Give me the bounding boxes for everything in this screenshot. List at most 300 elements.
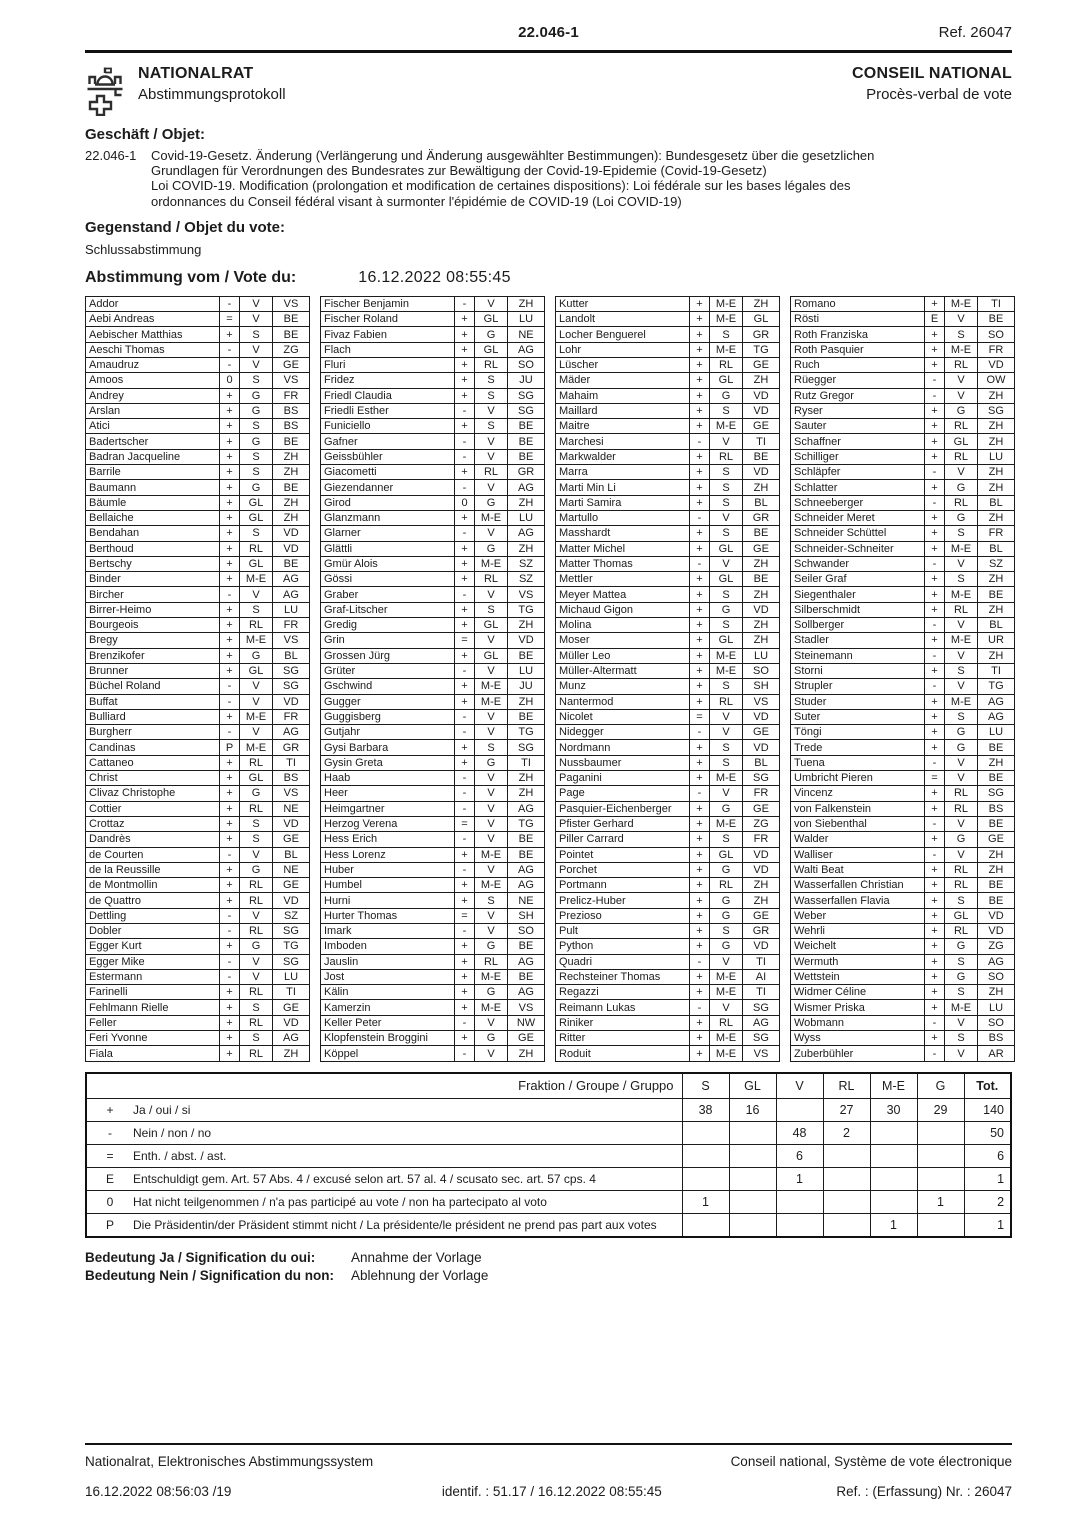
member-name: Schneider Meret <box>791 510 925 525</box>
member-vote: + <box>690 740 710 755</box>
member-name: Mahaim <box>556 388 690 403</box>
member-fraction: S <box>475 373 508 388</box>
member-row <box>556 434 780 449</box>
member-canton: LU <box>743 648 780 663</box>
member-row <box>556 969 780 984</box>
business-text <box>151 148 874 209</box>
member-name: Ruch <box>791 358 925 373</box>
member-fraction: G <box>710 908 743 923</box>
summary-fraction-value: 29 <box>917 1099 964 1122</box>
member-vote: + <box>690 495 710 510</box>
member-name: Siegenthaler <box>791 587 925 602</box>
member-canton: GE <box>743 908 780 923</box>
member-row <box>86 954 310 969</box>
member-row <box>556 725 780 740</box>
member-row <box>321 556 545 571</box>
member-vote: - <box>455 801 475 816</box>
member-fraction: S <box>945 709 978 724</box>
member-fraction: G <box>475 755 508 770</box>
member-vote: - <box>220 954 240 969</box>
member-name: Portmann <box>556 878 690 893</box>
member-vote: - <box>220 908 240 923</box>
member-canton: ZH <box>743 893 780 908</box>
member-name: Lohr <box>556 342 690 357</box>
member-name: Heimgartner <box>321 801 455 816</box>
member-row <box>791 342 1015 357</box>
member-fraction: S <box>710 403 743 418</box>
member-canton: VD <box>743 602 780 617</box>
member-fraction: M-E <box>710 296 743 311</box>
member-vote: - <box>925 556 945 571</box>
fraction-column-header: G <box>917 1073 964 1099</box>
member-fraction: V <box>475 633 508 648</box>
member-row <box>321 526 545 541</box>
business-number-header: 22.046-1 <box>518 24 579 41</box>
member-fraction: V <box>475 725 508 740</box>
member-fraction: M-E <box>710 312 743 327</box>
summary-fraction-value: 1 <box>776 1168 823 1191</box>
member-row <box>556 403 780 418</box>
fraction-column-header: GL <box>729 1073 776 1099</box>
member-name: Geissbühler <box>321 449 455 464</box>
member-vote: + <box>220 771 240 786</box>
summary-fraction-value <box>870 1168 917 1191</box>
member-name: de la Reussille <box>86 862 220 877</box>
member-name: Porchet <box>556 862 690 877</box>
member-row <box>321 419 545 434</box>
member-name: Romano <box>791 296 925 311</box>
member-row <box>556 878 780 893</box>
member-row <box>791 403 1015 418</box>
member-fraction: RL <box>475 954 508 969</box>
member-canton: SG <box>273 679 310 694</box>
member-canton: SO <box>508 923 545 938</box>
member-canton: VD <box>273 1015 310 1030</box>
member-row <box>791 312 1015 327</box>
member-fraction: V <box>710 556 743 571</box>
member-name: Nicolet <box>556 709 690 724</box>
member-vote: + <box>925 985 945 1000</box>
member-fraction: S <box>240 1031 273 1046</box>
member-row <box>86 862 310 877</box>
member-canton: TG <box>978 679 1015 694</box>
member-name: Schlatter <box>791 480 925 495</box>
member-vote: + <box>925 510 945 525</box>
member-row <box>556 786 780 801</box>
member-canton: AG <box>508 801 545 816</box>
member-canton: BE <box>978 893 1015 908</box>
member-row <box>321 465 545 480</box>
member-fraction: S <box>710 679 743 694</box>
member-fraction: RL <box>240 923 273 938</box>
member-fraction: S <box>945 526 978 541</box>
member-fraction: RL <box>945 862 978 877</box>
member-fraction: G <box>945 510 978 525</box>
masthead-left <box>85 64 286 116</box>
member-vote: + <box>455 969 475 984</box>
member-canton: ZH <box>978 434 1015 449</box>
page-footer <box>85 1443 1012 1499</box>
member-canton: BE <box>743 572 780 587</box>
member-row <box>321 679 545 694</box>
member-row <box>86 480 310 495</box>
member-row <box>86 694 310 709</box>
member-name: Stadler <box>791 633 925 648</box>
member-fraction: M-E <box>475 510 508 525</box>
member-name: Wobmann <box>791 1015 925 1030</box>
member-fraction: G <box>475 985 508 1000</box>
member-fraction: S <box>240 419 273 434</box>
member-row <box>86 771 310 786</box>
member-vote: + <box>925 403 945 418</box>
member-fraction: RL <box>240 893 273 908</box>
member-name: Studer <box>791 694 925 709</box>
member-fraction: M-E <box>945 587 978 602</box>
member-fraction: G <box>710 939 743 954</box>
member-row <box>556 312 780 327</box>
member-vote: + <box>455 847 475 862</box>
member-name: Strupler <box>791 679 925 694</box>
member-name: Andrey <box>86 388 220 403</box>
member-canton: LU <box>273 602 310 617</box>
member-fraction: S <box>710 587 743 602</box>
member-row <box>556 755 780 770</box>
member-vote: + <box>220 480 240 495</box>
member-name: Walti Beat <box>791 862 925 877</box>
member-row <box>556 663 780 678</box>
member-canton: SG <box>273 923 310 938</box>
member-fraction: S <box>710 618 743 633</box>
member-canton: SO <box>508 358 545 373</box>
member-name: Humbel <box>321 878 455 893</box>
member-vote: + <box>455 939 475 954</box>
member-vote: + <box>690 465 710 480</box>
member-fraction: S <box>475 893 508 908</box>
member-fraction: V <box>240 954 273 969</box>
member-name: Crottaz <box>86 816 220 831</box>
member-fraction: V <box>240 679 273 694</box>
member-row <box>321 1015 545 1030</box>
member-name: Graber <box>321 587 455 602</box>
member-fraction: V <box>710 709 743 724</box>
summary-fraction-value <box>917 1168 964 1191</box>
member-fraction: RL <box>710 878 743 893</box>
member-fraction: V <box>475 663 508 678</box>
member-name: Roth Pasquier <box>791 342 925 357</box>
member-row <box>86 388 310 403</box>
member-row <box>86 434 310 449</box>
member-canton: BS <box>273 403 310 418</box>
member-name: Umbricht Pieren <box>791 771 925 786</box>
summary-fraction-value <box>729 1122 776 1145</box>
member-canton: BS <box>978 801 1015 816</box>
member-row <box>321 801 545 816</box>
member-fraction: RL <box>945 358 978 373</box>
member-fraction: S <box>945 893 978 908</box>
member-canton: BE <box>508 832 545 847</box>
member-name: Zuberbühler <box>791 1046 925 1061</box>
member-row <box>86 358 310 373</box>
member-vote: + <box>220 878 240 893</box>
member-name: Fischer Benjamin <box>321 296 455 311</box>
member-vote: + <box>925 878 945 893</box>
member-vote: - <box>455 480 475 495</box>
member-vote: + <box>220 465 240 480</box>
member-canton: BE <box>508 939 545 954</box>
member-canton: ZH <box>978 985 1015 1000</box>
summary-row-symbol: 0 <box>106 1195 114 1210</box>
member-fraction: V <box>945 1046 978 1061</box>
summary-row <box>86 1214 1011 1237</box>
member-vote: - <box>455 1046 475 1061</box>
member-canton: BE <box>978 878 1015 893</box>
member-name: Silberschmidt <box>791 602 925 617</box>
member-row <box>86 801 310 816</box>
member-canton: VD <box>508 633 545 648</box>
member-name: Wehrli <box>791 923 925 938</box>
member-fraction: V <box>240 358 273 373</box>
member-fraction: S <box>240 832 273 847</box>
member-row <box>321 449 545 464</box>
member-row <box>86 327 310 342</box>
member-canton: AI <box>743 969 780 984</box>
member-row <box>86 602 310 617</box>
member-canton: BS <box>273 419 310 434</box>
member-row <box>791 510 1015 525</box>
member-row <box>791 480 1015 495</box>
footer-right <box>731 1454 1012 1499</box>
member-name: Pfister Gerhard <box>556 816 690 831</box>
member-fraction: V <box>240 587 273 602</box>
member-fraction: G <box>475 495 508 510</box>
member-canton: ZH <box>743 618 780 633</box>
member-canton: ZH <box>508 786 545 801</box>
member-canton: AG <box>273 725 310 740</box>
member-name: Pointet <box>556 847 690 862</box>
member-vote: + <box>220 801 240 816</box>
member-canton: LU <box>508 312 545 327</box>
member-name: Schilliger <box>791 449 925 464</box>
member-vote: - <box>925 847 945 862</box>
footer-ref-number: Ref. : (Erfassung) Nr. : 26047 <box>836 1484 1012 1499</box>
member-row <box>556 342 780 357</box>
member-fraction: V <box>475 771 508 786</box>
member-name: Schneider Schüttel <box>791 526 925 541</box>
member-vote: + <box>690 663 710 678</box>
member-row <box>321 878 545 893</box>
member-canton: BE <box>978 740 1015 755</box>
member-name: Heer <box>321 786 455 801</box>
member-vote: + <box>220 985 240 1000</box>
member-row <box>321 602 545 617</box>
member-fraction: RL <box>240 541 273 556</box>
member-canton: SO <box>978 969 1015 984</box>
member-name: Buffat <box>86 694 220 709</box>
member-fraction: V <box>475 1015 508 1030</box>
member-fraction: RL <box>240 618 273 633</box>
member-row <box>86 1000 310 1015</box>
member-canton: ZH <box>508 694 545 709</box>
member-name: Kälin <box>321 985 455 1000</box>
member-vote: + <box>220 939 240 954</box>
member-row <box>321 740 545 755</box>
summary-fraction-value <box>682 1168 729 1191</box>
summary-fraction-value <box>776 1214 823 1237</box>
member-canton: VD <box>743 847 780 862</box>
member-vote: - <box>925 648 945 663</box>
member-row <box>791 725 1015 740</box>
member-vote: + <box>220 816 240 831</box>
member-vote: + <box>220 602 240 617</box>
member-fraction: S <box>710 923 743 938</box>
member-canton: BL <box>273 648 310 663</box>
members-table-col1 <box>85 296 310 1062</box>
member-row <box>321 893 545 908</box>
member-row <box>321 725 545 740</box>
member-canton: GE <box>978 832 1015 847</box>
member-row <box>321 663 545 678</box>
summary-fraction-value <box>729 1168 776 1191</box>
meaning-yes-value: Annahme der Vorlage <box>351 1249 482 1265</box>
member-canton: GL <box>743 312 780 327</box>
member-name: Fischer Roland <box>321 312 455 327</box>
member-canton: TI <box>743 985 780 1000</box>
member-row <box>321 618 545 633</box>
member-name: Addor <box>86 296 220 311</box>
members-table-col2 <box>320 296 545 1062</box>
member-name: Storni <box>791 663 925 678</box>
member-vote: + <box>690 618 710 633</box>
member-canton: GR <box>743 510 780 525</box>
member-fraction: G <box>945 939 978 954</box>
member-name: Piller Carrard <box>556 832 690 847</box>
member-row <box>791 572 1015 587</box>
member-fraction: G <box>710 862 743 877</box>
member-vote: - <box>220 679 240 694</box>
member-name: Fehlmann Rielle <box>86 1000 220 1015</box>
member-row <box>86 740 310 755</box>
summary-fraction-value: 6 <box>776 1145 823 1168</box>
member-canton: SG <box>508 740 545 755</box>
member-fraction: V <box>945 771 978 786</box>
member-fraction: M-E <box>475 969 508 984</box>
member-vote: + <box>455 465 475 480</box>
member-name: von Falkenstein <box>791 801 925 816</box>
summary-fraction-value <box>729 1214 776 1237</box>
member-name: Prezioso <box>556 908 690 923</box>
member-row <box>791 755 1015 770</box>
member-row <box>791 969 1015 984</box>
member-name: Regazzi <box>556 985 690 1000</box>
member-fraction: S <box>710 755 743 770</box>
summary-fraction-value: 16 <box>729 1099 776 1122</box>
member-vote: = <box>925 771 945 786</box>
member-vote: - <box>220 694 240 709</box>
member-row <box>321 312 545 327</box>
member-name: Glanzmann <box>321 510 455 525</box>
member-row <box>86 449 310 464</box>
member-canton: TI <box>743 954 780 969</box>
member-name: Roth Franziska <box>791 327 925 342</box>
member-name: Nussbaumer <box>556 755 690 770</box>
member-row <box>86 465 310 480</box>
top-reference-row <box>85 24 1012 41</box>
member-canton: TI <box>273 985 310 1000</box>
member-name: Sollberger <box>791 618 925 633</box>
member-canton: BE <box>508 648 545 663</box>
member-vote: + <box>690 832 710 847</box>
member-row <box>321 633 545 648</box>
member-row <box>321 923 545 938</box>
member-canton: BE <box>978 587 1015 602</box>
summary-fraction-value <box>776 1099 823 1122</box>
member-fraction: V <box>240 342 273 357</box>
member-row <box>321 403 545 418</box>
member-canton: LU <box>978 725 1015 740</box>
member-row <box>791 908 1015 923</box>
member-canton: ZH <box>743 633 780 648</box>
member-fraction: M-E <box>240 633 273 648</box>
member-name: Matter Thomas <box>556 556 690 571</box>
member-name: Pult <box>556 923 690 938</box>
member-canton: ZH <box>508 495 545 510</box>
member-row <box>321 358 545 373</box>
member-fraction: M-E <box>945 296 978 311</box>
member-name: Locher Benguerel <box>556 327 690 342</box>
member-fraction: M-E <box>240 709 273 724</box>
member-row <box>86 893 310 908</box>
member-fraction: M-E <box>710 1031 743 1046</box>
member-fraction: S <box>475 388 508 403</box>
member-row <box>86 495 310 510</box>
member-name: Prelicz-Huber <box>556 893 690 908</box>
member-fraction: GL <box>240 556 273 571</box>
member-fraction: V <box>475 296 508 311</box>
member-row <box>321 572 545 587</box>
member-vote: + <box>925 526 945 541</box>
member-vote: + <box>220 832 240 847</box>
member-fraction: V <box>475 862 508 877</box>
meaning-no-value: Ablehnung der Vorlage <box>351 1268 489 1284</box>
member-fraction: M-E <box>475 679 508 694</box>
summary-fraction-value <box>823 1145 870 1168</box>
member-name: Rüegger <box>791 373 925 388</box>
member-name: Meyer Mattea <box>556 587 690 602</box>
member-canton: ZH <box>978 847 1015 862</box>
member-canton: FR <box>273 618 310 633</box>
business-text-line1: Covid-19-Gesetz. Änderung (Verlängerung und Änderung ausgewählter Bestimmungen): Bundesgesetz über die gesetzlichen <box>151 148 875 163</box>
member-canton: TI <box>743 434 780 449</box>
member-fraction: G <box>240 786 273 801</box>
member-row <box>791 771 1015 786</box>
member-canton: ZH <box>978 465 1015 480</box>
member-row <box>86 755 310 770</box>
header-rule <box>85 50 1012 53</box>
member-name: Gysin Greta <box>321 755 455 770</box>
member-canton: AG <box>273 572 310 587</box>
member-fraction: GL <box>945 908 978 923</box>
member-vote: + <box>220 526 240 541</box>
member-vote: + <box>455 694 475 709</box>
member-canton: BE <box>743 449 780 464</box>
member-canton: ZH <box>743 587 780 602</box>
member-name: Gmür Alois <box>321 556 455 571</box>
summary-fraction-value <box>870 1122 917 1145</box>
member-fraction: V <box>710 954 743 969</box>
member-vote: - <box>690 786 710 801</box>
member-canton: LU <box>273 969 310 984</box>
member-row <box>791 556 1015 571</box>
